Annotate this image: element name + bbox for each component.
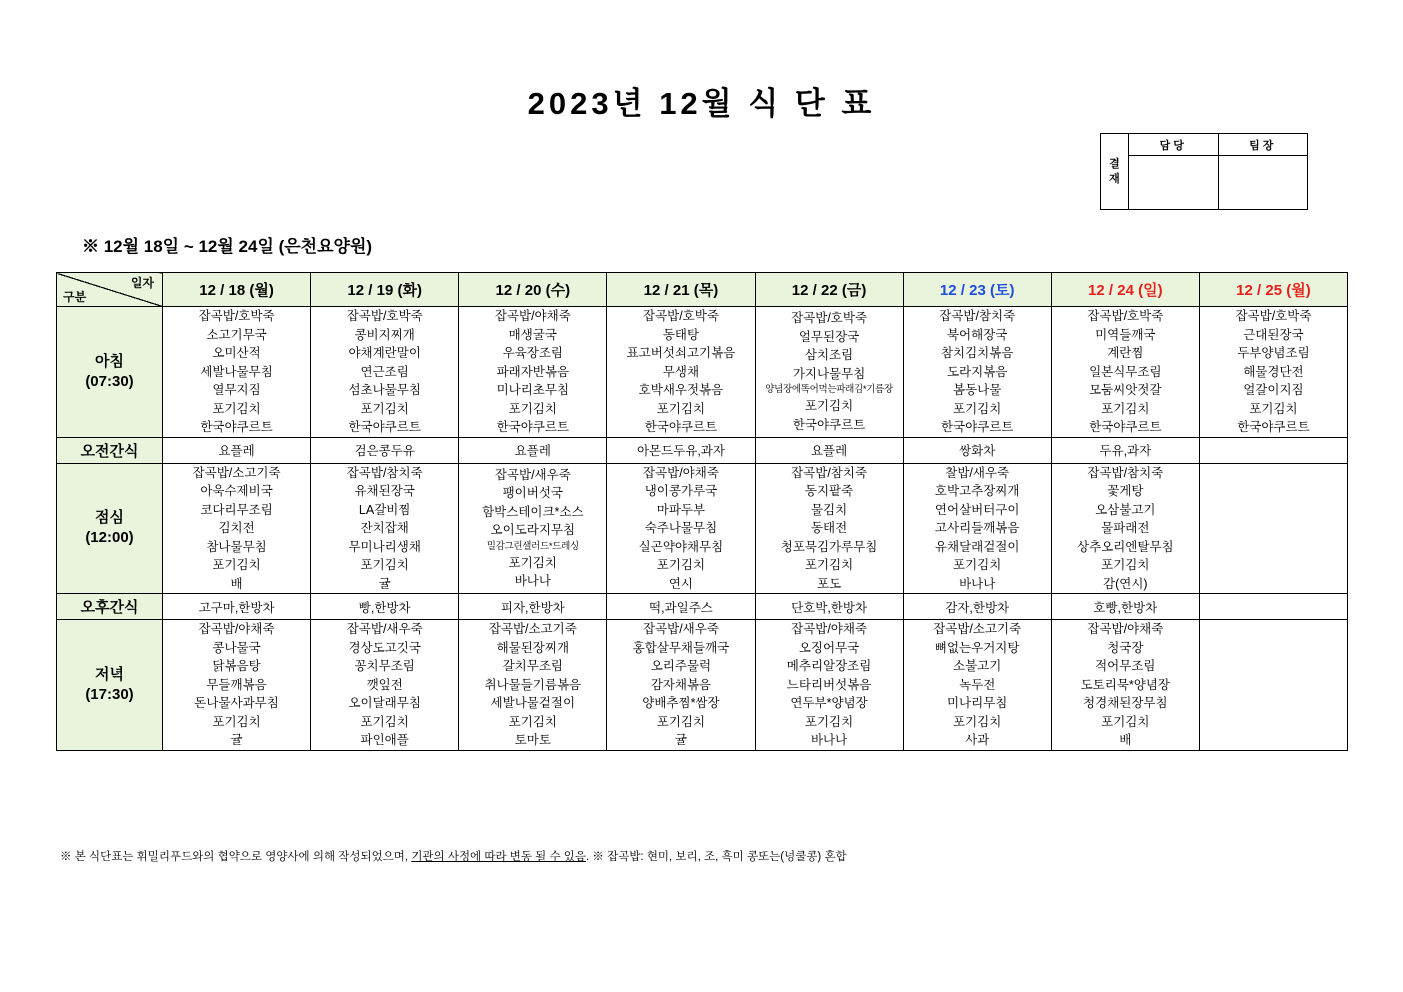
menu-cell-아침-4 — [755, 307, 903, 438]
menu-cell-아침-1 — [311, 307, 459, 438]
menu-item: 녹두전 — [959, 677, 996, 692]
menu-item: 콩비지찌개 — [354, 327, 415, 342]
menu-item: 두부양념조림 — [1237, 346, 1310, 360]
menu-item: 숙주나물무침 — [644, 521, 718, 535]
menu-item: 갈치무조림 — [502, 659, 563, 673]
menu-item: 세발나물무침 — [200, 364, 273, 379]
menu-item: 포기김치 — [212, 401, 261, 416]
snack-cell-오후간식-7 — [1199, 594, 1347, 620]
approval-column-manager — [1129, 134, 1218, 209]
menu-item: 뼈없는우거지탕 — [934, 640, 1020, 655]
menu-item: 포기김치 — [953, 558, 1002, 572]
menu-item: 잡곡밥/참치죽 — [1087, 465, 1164, 480]
menu-cell-점심-6 — [1051, 463, 1199, 594]
menu-cell-점심-2 — [459, 463, 607, 594]
menu-cell-저녁-3 — [607, 620, 755, 751]
menu-item: 잡곡밥/참치죽 — [939, 309, 1016, 323]
row-label-time: (07:30) — [85, 372, 134, 390]
menu-item: 포기김치 — [656, 401, 706, 416]
row-label-오전간식: 오전간식 — [57, 437, 163, 463]
menu-item: 포기김치 — [212, 558, 261, 572]
menu-item: 섬초나물무침 — [348, 383, 421, 397]
menu-item: 바나나 — [959, 576, 996, 591]
menu-item: 소불고기 — [953, 659, 1002, 673]
table-header-row — [57, 273, 1348, 307]
menu-item: 함박스테이크*소스 — [482, 504, 584, 519]
row-label-오후간식: 오후간식 — [57, 594, 163, 620]
menu-item: 포기김치 — [1101, 714, 1150, 729]
menu-item: 포기김치 — [656, 714, 706, 729]
row-label-name: 점심 — [95, 509, 124, 526]
menu-item: 포기김치 — [953, 714, 1002, 729]
menu-item: 얼갈이지짐 — [1243, 383, 1304, 397]
menu-item: 물파래전 — [1101, 521, 1150, 535]
date-header-3: 12 / 21 (목) — [607, 273, 755, 307]
menu-item: 미역들깨국 — [1095, 327, 1156, 342]
approval-stamp-box — [1100, 133, 1308, 210]
menu-item: 잡곡밥/호박죽 — [1087, 309, 1164, 323]
approval-header-manager: 담당 — [1129, 134, 1218, 156]
snack-cell-오전간식-6: 두유,과자 — [1051, 437, 1199, 463]
menu-item: 양념장에똑어먹는파래김*기름장 — [765, 384, 893, 396]
table-row — [57, 620, 1348, 751]
menu-item: 메추리알장조림 — [786, 659, 872, 673]
date-header-4: 12 / 22 (금) — [755, 273, 903, 307]
menu-item: 호박고추장찌개 — [934, 484, 1020, 498]
menu-item: 잔치잡채 — [360, 521, 409, 535]
menu-item: 토마토 — [514, 733, 551, 747]
menu-item: 잡곡밥/호박죽 — [1235, 309, 1312, 323]
menu-cell-저녁-7 — [1199, 620, 1347, 751]
menu-cell-아침-2 — [459, 307, 607, 438]
menu-item: 가지나물무침 — [792, 366, 866, 381]
menu-cell-아침-0 — [163, 307, 311, 438]
menu-item: 포기김치 — [804, 714, 854, 729]
menu-cell-점심-4 — [755, 463, 903, 594]
menu-cell-저녁-6 — [1051, 620, 1199, 751]
approval-column-teamlead — [1218, 134, 1308, 209]
table-row — [57, 437, 1348, 463]
menu-item: 북어해장국 — [946, 327, 1008, 342]
menu-item: 사과 — [965, 733, 990, 747]
menu-item: 잡곡밥/야채죽 — [494, 309, 571, 323]
menu-item: 취나물들기름볶음 — [484, 677, 582, 692]
menu-item: 양배추찜*쌈장 — [642, 696, 720, 710]
menu-item: 포기김치 — [212, 714, 261, 729]
menu-item: 근대된장국 — [1243, 327, 1304, 342]
menu-item: 감자채볶음 — [650, 677, 712, 692]
menu-item: 세발나물겉절이 — [490, 696, 576, 710]
menu-item: 우육장조림 — [502, 346, 563, 360]
menu-item: 실곤약야채무침 — [638, 539, 724, 554]
menu-item: 야채계란말이 — [348, 346, 421, 360]
date-header-1: 12 / 19 (화) — [311, 273, 459, 307]
menu-item: 포기김치 — [804, 558, 854, 572]
menu-item: 한국야쿠르트 — [1089, 420, 1162, 434]
footnote-part-1: ※ 본 식단표는 휘밀리푸드와의 협약으로 영양사에 의해 작성되었으며, — [60, 851, 412, 863]
menu-item: 해물된장찌개 — [496, 640, 570, 655]
menu-item: 귤 — [378, 576, 391, 591]
menu-item: 얼무된장국 — [798, 329, 860, 344]
menu-item: 코다리무조림 — [200, 502, 273, 517]
menu-item: 포기김치 — [508, 555, 557, 570]
menu-item: 청경채된장무침 — [1083, 696, 1168, 710]
menu-item: 한국야쿠르트 — [348, 420, 421, 434]
menu-cell-아침-6 — [1051, 307, 1199, 438]
menu-item: 경상도고깃국 — [348, 640, 421, 655]
table-row — [57, 463, 1348, 594]
menu-item: 콩나물국 — [212, 640, 261, 655]
menu-item: 마파두부 — [656, 502, 706, 517]
menu-cell-아침-3 — [607, 307, 755, 438]
menu-item: 포기김치 — [1101, 401, 1150, 416]
snack-cell-오전간식-7 — [1199, 437, 1347, 463]
menu-item: 잡곡밥/호박죽 — [791, 311, 868, 326]
footnote — [60, 848, 847, 864]
page-title: 2023년 12월 식 단 표 — [527, 86, 876, 121]
menu-item: 잡곡밥/야채죽 — [791, 622, 868, 636]
menu-item: 포기김치 — [804, 399, 854, 414]
row-label-time: (12:00) — [85, 529, 134, 547]
menu-item: 연근조림 — [360, 364, 409, 379]
menu-item: 귤 — [674, 733, 687, 747]
menu-item: 미나리무침 — [946, 696, 1008, 710]
menu-item: 냉이콩가루국 — [644, 484, 718, 498]
menu-item: 해물경단전 — [1243, 364, 1304, 379]
menu-item: 찰밥/새우죽 — [945, 465, 1010, 480]
menu-cell-점심-1 — [311, 463, 459, 594]
menu-item: 고사리들깨볶음 — [934, 521, 1020, 535]
snack-cell-오후간식-6: 호빵,한방차 — [1051, 594, 1199, 620]
snack-cell-오전간식-0: 요플레 — [163, 437, 311, 463]
approval-signature-area-teamlead — [1219, 156, 1308, 209]
menu-item: 한국야쿠르트 — [1237, 420, 1310, 434]
menu-item: 봄동나물 — [953, 383, 1002, 397]
snack-cell-오전간식-3: 아몬드두유,과자 — [607, 437, 755, 463]
weekly-menu-table — [56, 272, 1348, 751]
menu-item: 표고버섯쇠고기볶음 — [626, 346, 736, 360]
menu-item: 포기김치 — [953, 401, 1002, 416]
menu-item: 오이달래무침 — [348, 696, 421, 710]
snack-cell-오전간식-4: 요플레 — [755, 437, 903, 463]
menu-item: 잡곡밥/소고기죽 — [488, 622, 577, 636]
menu-cell-아침-5 — [903, 307, 1051, 438]
menu-item: 파래자반볶음 — [496, 364, 570, 379]
snack-cell-오후간식-4: 단호박,한방차 — [755, 594, 903, 620]
menu-item: 홍합살무채들깨국 — [632, 640, 730, 655]
date-header-0: 12 / 18 (월) — [163, 273, 311, 307]
menu-item: 포기김치 — [508, 714, 557, 729]
menu-cell-점심-0 — [163, 463, 311, 594]
menu-item: 잡곡밥/야채죽 — [642, 465, 719, 480]
menu-item: 잡곡밥/야채죽 — [1087, 622, 1164, 636]
menu-item: 포기김치 — [656, 558, 706, 572]
menu-item: 무들깨볶음 — [206, 677, 267, 692]
menu-item: 삼치조림 — [804, 348, 854, 363]
menu-item: 포기김치 — [360, 401, 409, 416]
menu-item: 미나리초무침 — [496, 383, 570, 397]
menu-cell-저녁-5 — [903, 620, 1051, 751]
table-corner-header — [57, 273, 163, 307]
snack-cell-오전간식-1: 검은콩두유 — [311, 437, 459, 463]
menu-item: 포기김치 — [360, 558, 409, 572]
menu-item: 열무지짐 — [212, 383, 261, 397]
menu-item: 바나나 — [514, 574, 551, 589]
menu-item: 참치김치볶음 — [940, 346, 1014, 360]
snack-cell-오전간식-5: 쌍화차 — [903, 437, 1051, 463]
menu-cell-저녁-4 — [755, 620, 903, 751]
menu-item: 상추오리엔탈무침 — [1077, 539, 1174, 554]
menu-item: 잡곡밥/호박죽 — [198, 309, 275, 323]
menu-cell-점심-3 — [607, 463, 755, 594]
menu-item: 배 — [1119, 733, 1132, 747]
menu-item: 유채달래겉절이 — [934, 539, 1020, 554]
menu-item: 적어무조림 — [1095, 659, 1156, 673]
row-label-name: 저녁 — [95, 665, 124, 683]
menu-item: 한국야쿠르트 — [200, 420, 273, 434]
menu-item: 한국야쿠르트 — [792, 417, 866, 432]
menu-item: 오삼불고기 — [1095, 502, 1156, 517]
menu-item: 포기김치 — [1101, 558, 1150, 572]
menu-item: 잡곡밥/참치죽 — [791, 465, 868, 480]
corner-label-category: 구분 — [63, 290, 87, 304]
menu-item: 청국장 — [1107, 640, 1144, 655]
row-label-name: 아침 — [95, 352, 124, 370]
menu-item: 꽁치무조림 — [354, 659, 415, 673]
menu-item: 도토리묵*양념장 — [1080, 677, 1170, 692]
snack-cell-오후간식-2: 피자,한방차 — [459, 594, 607, 620]
menu-item: 호박새우젓볶음 — [638, 383, 724, 397]
menu-item: 포기김치 — [360, 714, 409, 729]
menu-item: 감(연시) — [1103, 576, 1148, 591]
menu-item: 잡곡밥/야채죽 — [198, 622, 275, 636]
menu-item: 김치전 — [218, 521, 255, 535]
menu-item: 연두부*양념장 — [790, 696, 868, 710]
menu-item: 팽이버섯국 — [502, 486, 563, 501]
menu-item: 동태탕 — [662, 327, 700, 342]
snack-cell-오전간식-2: 요플레 — [459, 437, 607, 463]
menu-item: 한국야쿠르트 — [496, 420, 570, 434]
menu-item: 배 — [230, 576, 243, 591]
snack-cell-오후간식-3: 떡,과일주스 — [607, 594, 755, 620]
menu-item: 유채된장국 — [354, 484, 415, 498]
menu-item: 밀감그린샐러드*드레싱 — [486, 540, 579, 552]
menu-item: 한국야쿠르트 — [644, 420, 718, 434]
approval-signature-area-manager — [1129, 156, 1218, 209]
footnote-part-2: . ※ 잡곡밥: 현미, 보리, 조, 흑미 콩또는(넝쿨콩) 혼합 — [586, 851, 847, 863]
row-label-저녁 — [57, 620, 163, 751]
menu-item: 잡곡밥/새우죽 — [642, 622, 719, 636]
snack-cell-오후간식-1: 빵,한방차 — [311, 594, 459, 620]
menu-item: 잡곡밥/소고기죽 — [933, 622, 1022, 636]
menu-item: 매생굴국 — [508, 327, 557, 342]
date-header-5: 12 / 23 (토) — [903, 273, 1051, 307]
menu-item: 잡곡밥/참치죽 — [346, 465, 423, 480]
menu-item: 닭볶음탕 — [212, 659, 261, 673]
menu-cell-점심-7 — [1199, 463, 1347, 594]
menu-item: 참나물무침 — [206, 539, 267, 554]
menu-item: 오징어무국 — [798, 640, 860, 655]
menu-item: 잡곡밥/호박죽 — [346, 309, 423, 323]
menu-item: 소고기무국 — [206, 327, 267, 342]
date-header-6: 12 / 24 (일) — [1051, 273, 1199, 307]
menu-item: 잡곡밥/호박죽 — [642, 309, 719, 323]
table-row — [57, 594, 1348, 620]
menu-item: 잡곡밥/소고기죽 — [192, 465, 281, 480]
menu-item: 잡곡밥/새우죽 — [494, 467, 571, 482]
menu-item: 오리주물럭 — [650, 659, 712, 673]
corner-label-date: 일자 — [130, 276, 154, 290]
menu-item: 바나나 — [810, 733, 848, 747]
menu-item: 연어살버터구이 — [934, 502, 1020, 517]
approval-header-teamlead: 팀장 — [1219, 134, 1308, 156]
menu-item: 포기김치 — [1249, 401, 1298, 416]
menu-cell-저녁-2 — [459, 620, 607, 751]
row-label-점심 — [57, 463, 163, 594]
menu-item: 청포묵김가루무침 — [780, 539, 878, 554]
menu-item: 무생채 — [662, 364, 700, 379]
menu-item: 돈나물사과무침 — [194, 696, 279, 710]
menu-item: 잡곡밥/새우죽 — [346, 622, 423, 636]
menu-item: 모둠씨앗젓갈 — [1089, 383, 1162, 397]
menu-item: 물김치 — [810, 502, 848, 517]
row-label-time: (17:30) — [85, 685, 134, 703]
menu-item: 깻잎전 — [366, 677, 403, 692]
menu-item: 느타리버섯볶음 — [786, 677, 872, 692]
menu-item: 동태전 — [810, 521, 848, 535]
snack-cell-오후간식-0: 고구마,한방차 — [163, 594, 311, 620]
date-header-7: 12 / 25 (월) — [1199, 273, 1347, 307]
snack-cell-오후간식-5: 감자,한방차 — [903, 594, 1051, 620]
menu-item: 계란찜 — [1107, 346, 1144, 360]
menu-item: 포기김치 — [508, 401, 557, 416]
menu-item: 오이도라지무침 — [490, 523, 576, 538]
menu-item: 꽃게탕 — [1107, 484, 1144, 498]
menu-item: LA갈비찜 — [358, 502, 411, 517]
table-row — [57, 307, 1348, 438]
menu-cell-저녁-1 — [311, 620, 459, 751]
menu-item: 파인애플 — [360, 733, 409, 747]
menu-item: 동지팥죽 — [804, 484, 854, 498]
menu-item: 귤 — [230, 733, 243, 747]
menu-item: 연시 — [668, 576, 694, 591]
menu-item: 오미산적 — [212, 346, 261, 360]
menu-item: 한국야쿠르트 — [940, 420, 1014, 434]
menu-cell-아침-7 — [1199, 307, 1347, 438]
menu-cell-저녁-0 — [163, 620, 311, 751]
menu-item: 일본식무조림 — [1089, 364, 1162, 379]
row-label-아침 — [57, 307, 163, 438]
menu-item: 도라지볶음 — [946, 364, 1008, 379]
date-range-subtitle: ※ 12월 18일 ~ 12월 24일 (은천요양원) — [82, 237, 373, 256]
menu-item: 포도 — [816, 576, 842, 591]
menu-item: 아욱수제비국 — [200, 484, 273, 498]
menu-item: 무미나리생채 — [348, 539, 421, 554]
menu-cell-점심-5 — [903, 463, 1051, 594]
approval-side-label: 결 재 — [1101, 134, 1129, 209]
footnote-underlined: 기관의 사정에 따라 변동 될 수 있음 — [411, 851, 587, 863]
date-header-2: 12 / 20 (수) — [459, 273, 607, 307]
